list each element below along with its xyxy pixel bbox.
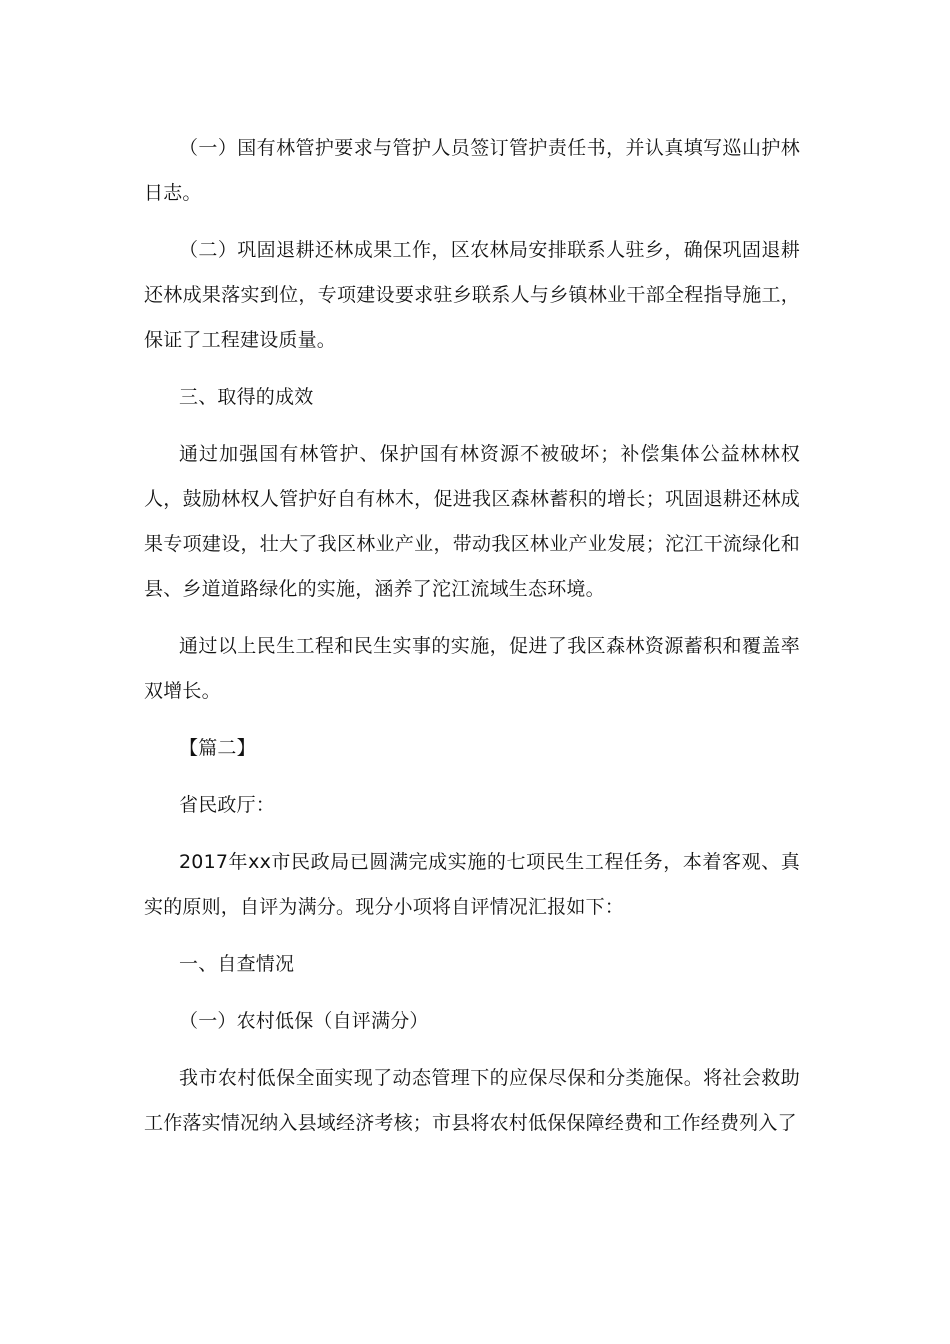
addressee-line: 省民政厅： — [179, 794, 276, 816]
subsection-heading-rural-subsistence: （一）农村低保（自评满分） — [179, 1010, 429, 1032]
paragraph-consolidate-returning-farmland: （二）巩固退耕还林成果工作，区农林局安排联系人驻乡，确保巩固退耕还林成果落实到位，专项建设要求驻乡联系人与乡镇林业干部全程指导施工，保证了工程建设质量。 — [144, 239, 800, 351]
paragraph-rural-subsistence-detail: 我市农村低保全面实现了动态管理下的应保尽保和分类施保。将社会救助工作落实情况纳入县域经济考核；市县将农村低保保障经费和工作经费列入了 — [144, 1067, 800, 1134]
document-body — [144, 126, 800, 1158]
paragraph-state-forest-management: （一）国有林管护要求与管护人员签订管护责任书，并认真填写巡山护林日志。 — [144, 137, 800, 204]
paragraph-introduction: 2017年xx市民政局已圆满完成实施的七项民生工程任务，本着客观、真实的原则，自评为满分。现分小项将自评情况汇报如下： — [144, 851, 800, 918]
section-heading-achievements: 三、取得的成效 — [179, 386, 314, 408]
chapter-heading-part-two: 【篇二】 — [179, 737, 256, 759]
paragraph-achievements-detail: 通过加强国有林管护、保护国有林资源不被破坏；补偿集体公益林林权人，鼓励林权人管护好自有林木，促进我区森林蓄积的增长；巩固退耕还林成果专项建设，壮大了我区林业产业，带动我区林业产业发展；沱江干流绿化和县、乡道道路绿化的实施，涵养了沱江流域生态环境。 — [144, 443, 800, 600]
section-heading-self-inspection: 一、自查情况 — [179, 953, 295, 975]
paragraph-achievements-summary: 通过以上民生工程和民生实事的实施，促进了我区森林资源蓄积和覆盖率双增长。 — [144, 635, 800, 702]
